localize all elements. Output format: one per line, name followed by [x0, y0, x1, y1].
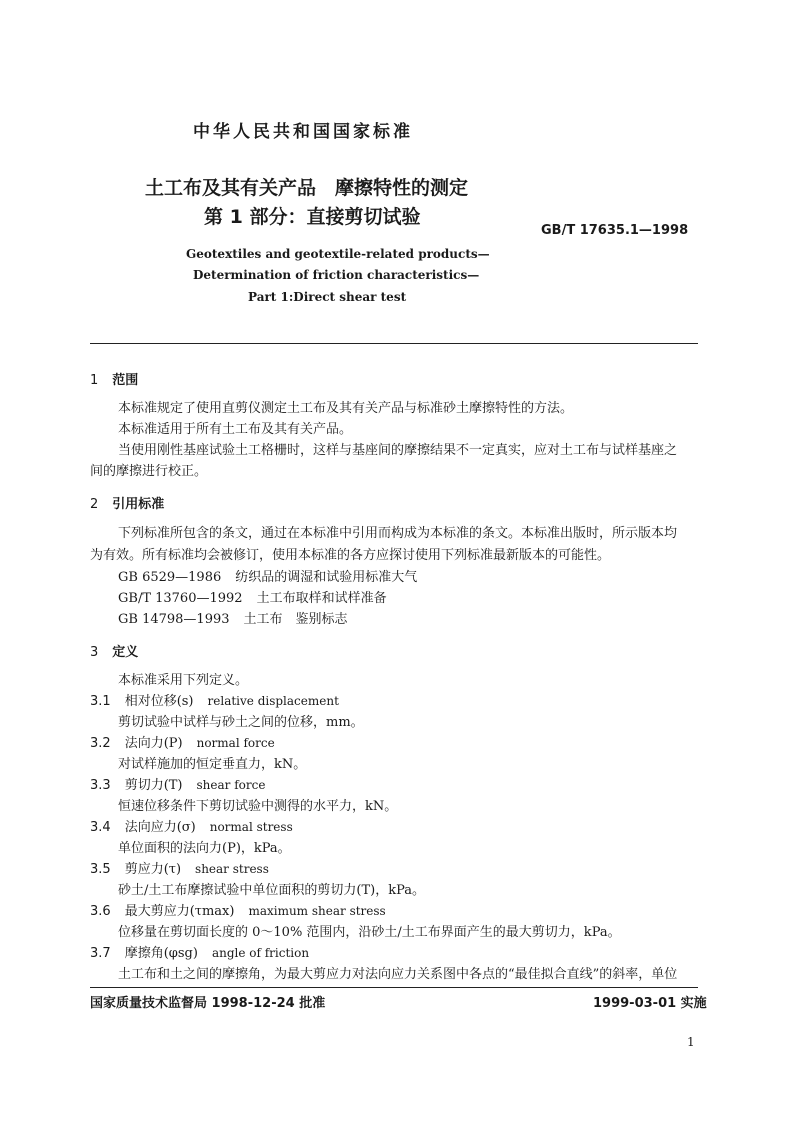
definition-desc: 土工布和土之间的摩擦角，为最大剪应力对法向应力关系图中各点的“最佳拟合直线”的斜率，单位	[118, 967, 678, 982]
definition-term-en: angle of friction	[211, 946, 310, 960]
definition-term-line	[90, 733, 275, 754]
definition-term-en: maximum shear stress	[248, 904, 386, 918]
implementation-line: 1999-03-01 实施	[593, 996, 707, 1011]
title-cn-line2: 第 1 部分：直接剪切试验	[204, 206, 421, 228]
definition-term-line	[90, 943, 309, 964]
reference-code: GB/T 13760—1992	[118, 591, 243, 606]
definition-term: 相对位移(s)	[124, 694, 194, 709]
section-title: 范围	[112, 373, 139, 388]
definition-desc: 恒速位移条件下剪切试验中测得的水平力，kN。	[118, 799, 398, 814]
definition-term-line	[90, 859, 269, 880]
reference-name: 纺织品的调湿和试验用标准大气	[235, 570, 418, 585]
definition-desc: 砂土/土工布摩擦试验中单位面积的剪切力(T)，kPa。	[118, 883, 425, 898]
section-number: 2	[90, 497, 99, 512]
definition-term-en: normal force	[196, 736, 275, 750]
section-1-para-3: 当使用刚性基座试验土工格栅时，这样与基座间的摩擦结果不一定真实，应对土工布与试样基座之	[118, 443, 678, 458]
title-en-line3: Part 1:Direct shear test	[248, 290, 407, 304]
definition-desc: 剪切试验中试样与砂土之间的位移，mm。	[118, 715, 364, 730]
definition-term: 法向力(P)	[124, 736, 183, 751]
section-2-heading	[90, 493, 164, 512]
title-cn-line1: 土工布及其有关产品 摩擦特性的测定	[145, 177, 469, 199]
section-2-para-1: 下列标准所包含的条文，通过在本标准中引用而构成为本标准的条文。本标准出版时，所示版本均	[118, 526, 678, 541]
reference-code: GB 6529—1986	[118, 570, 222, 585]
definition-term-line	[90, 691, 339, 712]
definition-number: 3.2	[90, 736, 111, 751]
definition-term-line	[90, 775, 265, 796]
reference-name: 土工布取样和试样准备	[256, 591, 387, 606]
definition-term-line	[90, 817, 293, 838]
definition-number: 3.6	[90, 904, 111, 919]
definition-number: 3.1	[90, 694, 111, 709]
section-title: 引用标准	[112, 497, 165, 512]
national-standard-heading: 中华人民共和国国家标准	[193, 122, 413, 142]
section-number: 3	[90, 645, 99, 660]
section-1-para-3-cont: 间的摩擦进行校正。	[90, 464, 208, 479]
definition-term-en: relative displacement	[207, 694, 339, 708]
definition-desc: 位移量在剪切面长度的 0～10% 范围内，沿砂土/土工布界面产生的最大剪切力，kPa。	[118, 925, 621, 940]
reference-name: 土工布 鉴别标志	[243, 612, 348, 627]
section-1-para-2: 本标准适用于所有土工布及其有关产品。	[118, 422, 353, 437]
approval-line: 国家质量技术监督局 1998-12-24 批准	[90, 996, 326, 1011]
standard-code: GB/T 17635.1—1998	[541, 223, 689, 238]
definition-term: 剪应力(τ)	[124, 862, 182, 877]
definition-term: 摩擦角(φsg)	[124, 946, 198, 961]
section-3-heading	[90, 641, 138, 660]
section-title: 定义	[112, 645, 139, 660]
header-divider	[90, 343, 698, 344]
footer-divider	[90, 987, 698, 988]
section-3-intro: 本标准采用下列定义。	[118, 673, 249, 688]
definition-term-en: normal stress	[209, 820, 293, 834]
definition-term: 法向应力(σ)	[124, 820, 196, 835]
definition-term: 剪切力(T)	[124, 778, 183, 793]
definition-term-en: shear force	[196, 778, 266, 792]
section-2-para-1-cont: 为有效。所有标准均会被修订，使用本标准的各方应探讨使用下列标准最新版本的可能性。	[90, 548, 611, 563]
section-number: 1	[90, 373, 99, 388]
page-number: 1	[687, 1035, 695, 1049]
title-en-line2: Determination of friction characteristics—	[193, 268, 480, 282]
reference-item	[118, 567, 417, 588]
definition-desc: 单位面积的法向力(P)，kPa。	[118, 841, 291, 856]
definition-number: 3.3	[90, 778, 111, 793]
section-1-heading	[90, 369, 138, 388]
definition-term-en: shear stress	[195, 862, 269, 876]
definition-desc: 对试样施加的恒定垂直力，kN。	[118, 757, 307, 772]
definition-term-line	[90, 901, 386, 922]
reference-item	[118, 588, 387, 609]
definition-number: 3.4	[90, 820, 111, 835]
reference-code: GB 14798—1993	[118, 612, 230, 627]
definition-number: 3.5	[90, 862, 111, 877]
reference-item	[118, 609, 348, 630]
definition-term: 最大剪应力(τmax)	[124, 904, 235, 919]
section-1-para-1: 本标准规定了使用直剪仪测定土工布及其有关产品与标准砂土摩擦特性的方法。	[118, 401, 574, 416]
definition-number: 3.7	[90, 946, 111, 961]
title-en-line1: Geotextiles and geotextile-related products—	[186, 247, 490, 261]
